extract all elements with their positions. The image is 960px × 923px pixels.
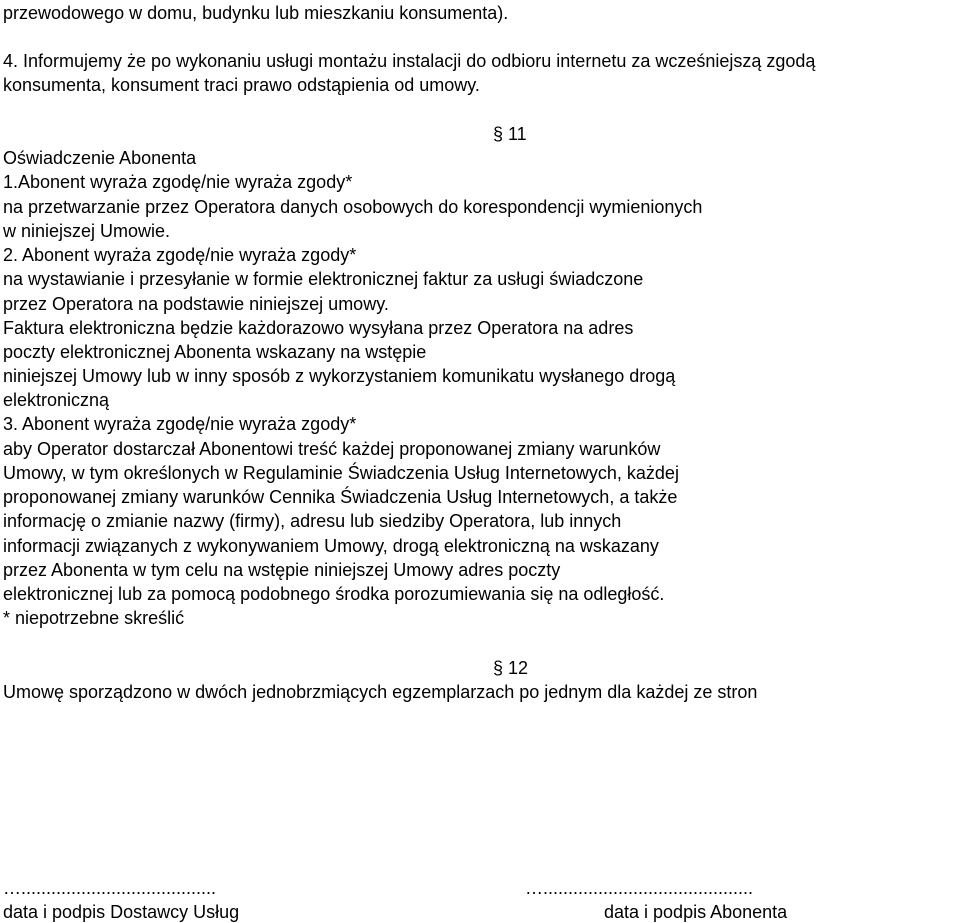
consent-1-line: 1.Abonent wyraża zgodę/nie wyraża zgody* [3, 172, 353, 192]
consent-3-text: przez Abonenta w tym celu na wstępie niniejszej Umowy adres poczty [3, 560, 561, 580]
consent-3-text: aby Operator dostarczał Abonentowi treść każdej proponowanej zmiany warunków [3, 439, 661, 459]
section-12-mark: § 12 [493, 658, 529, 678]
consent-1-text: w niniejszej Umowie. [3, 221, 171, 241]
invoice-text: elektroniczną [3, 390, 110, 410]
top-continuation-text: przewodowego w domu, budynku lub mieszkaniu konsumenta). [3, 3, 509, 23]
subscriber-signature-line: ….......................................... [525, 878, 754, 898]
consent-2-line: 2. Abonent wyraża zgodę/nie wyraża zgody* [3, 245, 357, 265]
invoice-text: niniejszej Umowy lub w inny sposób z wykorzystaniem komunikatu wysłanego drogą [3, 366, 676, 386]
consent-1-text: na przetwarzanie przez Operatora danych osobowych do korespondencji wymienionych [3, 197, 703, 217]
section-11-heading: Oświadczenie Abonenta [3, 148, 197, 168]
provider-signature-line: …....................................... [3, 878, 217, 898]
consent-2-text: przez Operatora na podstawie niniejszej umowy. [3, 294, 389, 314]
section-11-mark: § 11 [493, 124, 527, 144]
invoice-text: Faktura elektroniczna będzie każdorazowo wysyłana przez Operatora na adres [3, 318, 634, 338]
point-4-line-2: konsumenta, konsument traci prawo odstąpienia od umowy. [3, 75, 480, 95]
consent-3-text: Umowy, w tym określonych w Regulaminie Świadczenia Usług Internetowych, każdej [3, 463, 679, 483]
consent-3-text: informacji związanych z wykonywaniem Umowy, drogą elektroniczną na wskazany [3, 536, 659, 556]
consent-3-text: informację o zmianie nazwy (firmy), adresu lub siedziby Operatora, lub innych [3, 511, 622, 531]
footnote-text: * niepotrzebne skreślić [3, 608, 185, 628]
consent-3-line: 3. Abonent wyraża zgodę/nie wyraża zgody* [3, 414, 357, 434]
consent-2-text: na wystawianie i przesyłanie w formie elektronicznej faktur za usługi świadczone [3, 269, 644, 289]
section-12-text: Umowę sporządzono w dwóch jednobrzmiących egzemplarzach po jednym dla każdej ze stron [3, 682, 758, 702]
invoice-text: poczty elektronicznej Abonenta wskazany na wstępie [3, 342, 427, 362]
consent-3-text: proponowanej zmiany warunków Cennika Świadczenia Usług Internetowych, a także [3, 487, 678, 507]
provider-signature-label: data i podpis Dostawcy Usług [3, 902, 240, 922]
consent-3-text: elektronicznej lub za pomocą podobnego środka porozumiewania się na odległość. [3, 584, 665, 604]
point-4-line-1: 4. Informujemy że po wykonaniu usługi montażu instalacji do odbioru internetu za wcześniejszą zgodą [3, 51, 816, 71]
subscriber-signature-label: data i podpis Abonenta [604, 902, 788, 922]
